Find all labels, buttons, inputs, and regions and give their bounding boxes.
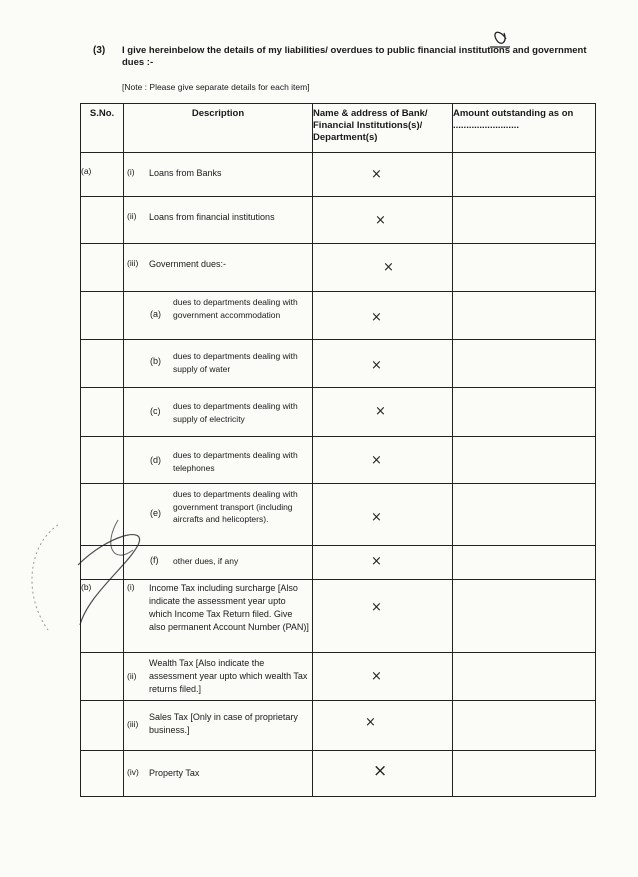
row-roman: (ii) bbox=[127, 211, 137, 221]
amount-cell bbox=[453, 580, 596, 653]
row-letter: (b) bbox=[150, 356, 161, 366]
row-roman: (iii) bbox=[127, 719, 139, 729]
row-description: dues to departments dealing with government accommodation bbox=[173, 297, 298, 320]
signature-mark bbox=[470, 25, 510, 55]
row-description: dues to departments dealing with government transport (including aircrafts and helicopters). bbox=[173, 489, 298, 524]
cross-mark: × bbox=[371, 669, 382, 684]
row-description: Loans from financial institutions bbox=[149, 212, 275, 222]
row-roman: (i) bbox=[127, 167, 135, 177]
cross-mark: × bbox=[365, 715, 376, 730]
table-row bbox=[81, 653, 596, 701]
row-letter: (d) bbox=[150, 455, 161, 465]
cross-mark: × bbox=[371, 358, 382, 373]
amount-cell bbox=[453, 546, 596, 580]
amount-cell bbox=[453, 751, 596, 797]
row-roman: (iv) bbox=[127, 767, 139, 777]
amount-cell bbox=[453, 437, 596, 484]
cross-mark: × bbox=[371, 554, 382, 569]
row-description: Government dues:- bbox=[149, 259, 227, 269]
row-description: other dues, if any bbox=[173, 556, 239, 566]
row-description: dues to departments dealing with supply of water bbox=[173, 351, 298, 374]
liabilities-table bbox=[80, 103, 596, 797]
section-number: (3) bbox=[93, 45, 106, 56]
row-letter: (c) bbox=[150, 406, 161, 416]
row-description: dues to departments dealing with supply of electricity bbox=[173, 401, 298, 424]
amount-cell bbox=[453, 153, 596, 197]
cross-mark: × bbox=[375, 213, 386, 228]
row-roman: (ii) bbox=[127, 671, 137, 681]
row-description: Loans from Banks bbox=[149, 168, 222, 178]
row-description: dues to departments dealing with telephones bbox=[173, 450, 298, 473]
amount-cell bbox=[453, 653, 596, 701]
header-amount: Amount outstanding as on ......................... bbox=[453, 104, 596, 153]
table-row bbox=[81, 153, 596, 197]
table-row bbox=[81, 292, 596, 340]
table-header-row bbox=[81, 104, 596, 153]
row-sno: (a) bbox=[81, 166, 92, 176]
cross-mark: × bbox=[373, 761, 388, 781]
amount-cell bbox=[453, 244, 596, 292]
row-roman: (i) bbox=[127, 582, 135, 592]
table-row bbox=[81, 751, 596, 797]
header-name-address: Name & address of Bank/ Financial Institutions(s)/ Department(s) bbox=[313, 104, 453, 153]
section-note: [Note : Please give separate details for each item] bbox=[122, 82, 310, 92]
amount-cell bbox=[453, 292, 596, 340]
cross-mark: × bbox=[371, 167, 382, 182]
amount-cell bbox=[453, 197, 596, 244]
table-row bbox=[81, 701, 596, 751]
amount-cell bbox=[453, 340, 596, 388]
header-description: Description bbox=[124, 104, 313, 153]
header-sno: S.No. bbox=[81, 104, 124, 153]
table-row bbox=[81, 197, 596, 244]
row-letter: (f) bbox=[150, 555, 159, 565]
row-roman: (iii) bbox=[127, 258, 139, 268]
amount-cell bbox=[453, 388, 596, 437]
row-description: Income Tax including surcharge [Also indicate the assessment year upto which Income Tax Return filed. Give also permanent Account Number (PAN)] bbox=[149, 583, 309, 632]
amount-cell bbox=[453, 701, 596, 751]
table-row bbox=[81, 244, 596, 292]
row-letter: (a) bbox=[150, 309, 161, 319]
table-row bbox=[81, 388, 596, 437]
row-sno: (b) bbox=[81, 582, 92, 592]
row-description: Property Tax bbox=[149, 768, 200, 778]
row-description: Wealth Tax [Also indicate the assessment year upto which wealth Tax returns filed.] bbox=[149, 658, 308, 694]
cross-mark: × bbox=[371, 453, 382, 468]
amount-cell bbox=[453, 484, 596, 546]
table-row bbox=[81, 437, 596, 484]
row-letter: (e) bbox=[150, 508, 161, 518]
official-stamp bbox=[18, 505, 158, 645]
cross-mark: × bbox=[371, 310, 382, 325]
section-intro-text: I give hereinbelow the details of my liabilities/ overdues to public financial institutions and government dues :- bbox=[122, 45, 587, 68]
cross-mark: × bbox=[383, 260, 394, 275]
table-row bbox=[81, 340, 596, 388]
cross-mark: × bbox=[375, 404, 386, 419]
row-description: Sales Tax [Only in case of proprietary business.] bbox=[149, 712, 298, 735]
cross-mark: × bbox=[371, 600, 382, 615]
cross-mark: × bbox=[371, 510, 382, 525]
